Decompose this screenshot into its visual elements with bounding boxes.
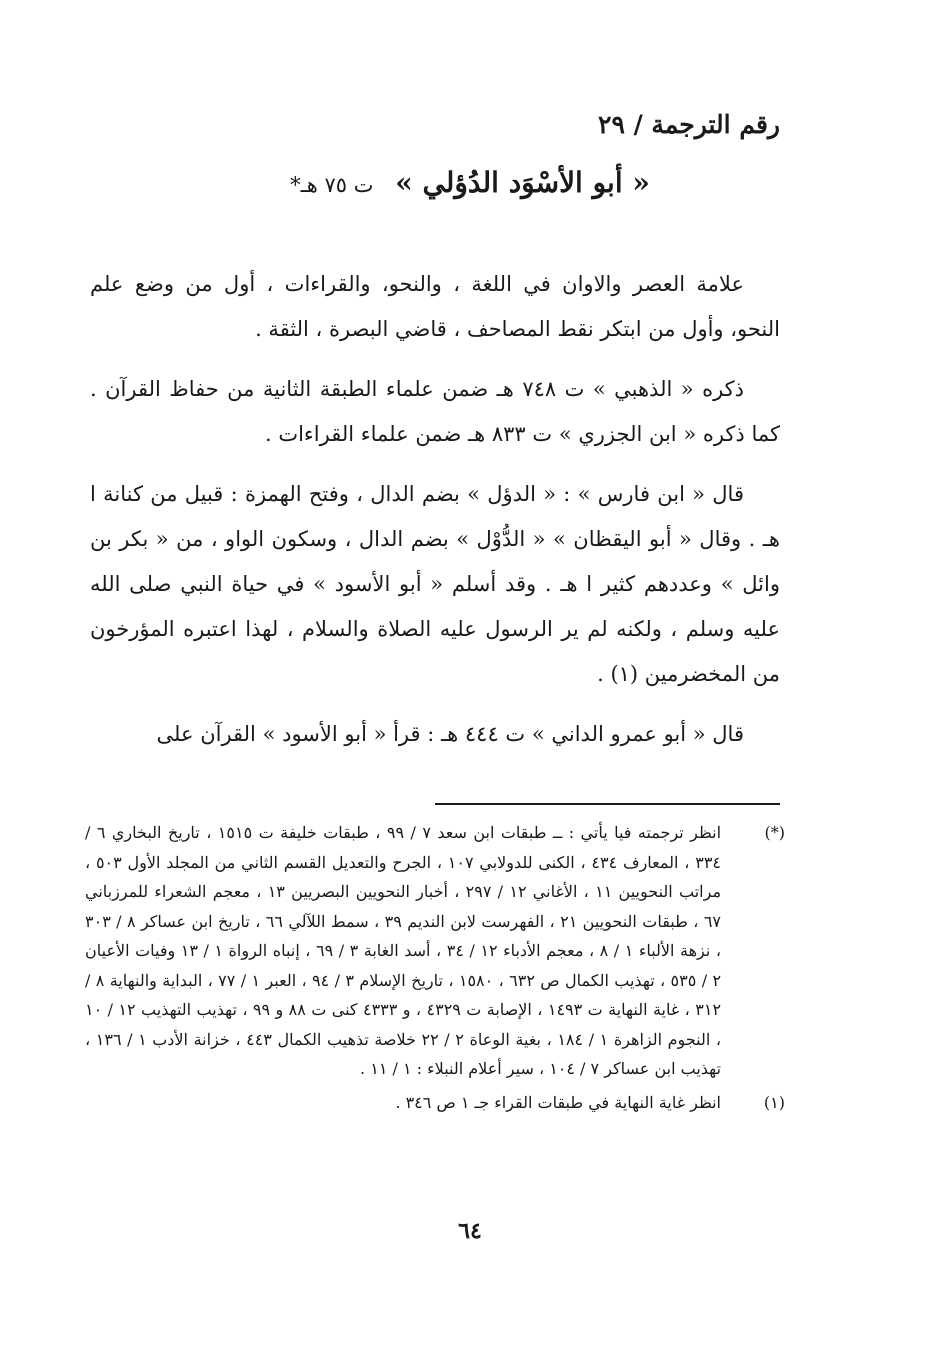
footnotes bbox=[85, 818, 785, 1121]
paragraph: قال « ابن فارس » : « الدؤل » بضم الدال ، وفتح الهمزة : قبيل من كنانة ا هـ . وقال « أبو اليقظان » « الدُّوْل » بضم الدال ، وسكون الواو ، من « بكر بن وائل » وعددهم كثير ا هـ . وقد أسلم « أبو الأسود » في حياة النبي صلى الله عليه وسلم ، ولكنه لم ير الرسول عليه الصلاة والسلام ، لهذا اعتبره المؤرخون من المخضرمين (١) . bbox=[90, 482, 780, 686]
paragraph: علامة العصر والاوان في اللغة ، والنحو، والقراءات ، أول من وضع علم النحو، وأول من ابتكر نقط المصاحف ، قاضي البصرة ، الثقة . bbox=[90, 272, 780, 341]
footnote bbox=[85, 1088, 785, 1118]
death-date: ت ٧٥ هـ* bbox=[290, 173, 374, 197]
entry-number: رقم الترجمة / ٢٩ bbox=[598, 110, 780, 139]
footnote-mark: (١) bbox=[763, 1092, 785, 1112]
page-number: ٦٤ bbox=[458, 1218, 482, 1244]
entry-title-line bbox=[0, 166, 940, 199]
entry-title: « أبو الأسْوَد الدُؤلي » bbox=[395, 166, 650, 199]
footnote-separator bbox=[435, 803, 780, 805]
footnote-mark: (*) bbox=[764, 823, 785, 842]
main-text bbox=[90, 262, 780, 757]
footnote bbox=[85, 818, 785, 1084]
paragraph: ذكره « الذهبي » ت ٧٤٨ هـ ضمن علماء الطبقة الثانية من حفاظ القرآن . كما ذكره « ابن الجزري » ت ٨٣٣ هـ ضمن علماء القراءات . bbox=[90, 377, 780, 446]
paragraph: قال « أبو عمرو الداني » ت ٤٤٤ هـ : قرأ « أبو الأسود » القرآن على bbox=[156, 722, 744, 746]
footnote-text: انظر ترجمته فيا يأتي : ــ طبقات ابن سعد ٧ / ٩٩ ، طبقات خليفة ت ١٥١٥ ، تاريخ البخاري ٦ / ٣٣٤ ، المعارف ٤٣٤ ، الكنى للدولابي ١٠٧ ، الجرح والتعديل القسم الثاني من المجلد الأول ٥٠٣ ، مراتب النحويين ١١ ، الأغاني ١٢ / ٢٩٧ ، أخبار النحويين البصريين ١٣ ، معجم الشعراء للمرزباني ٦٧ ، طبقات النحويين ٢١ ، الفهرست لابن النديم ٣٩ ، سمط اللآلي ٦٦ ، تاريخ ابن عساكر ٨ / ٣٠٣ ، نزهة الألباء ١ / ٨ ، معجم الأدباء ١٢ / ٣٤ ، أسد الغابة ٣ / ٦٩ ، إنباه الرواة ١ / ١٣ وفيات الأعيان ٢ / ٥٣٥ ، تهذيب الكمال ص ٦٣٢ ، ١٥٨٠ ، تاريخ الإسلام ٣ / ٩٤ ، العبر ١ / ٧٧ ، البداية والنهاية ٨ / ٣١٢ ، غاية النهاية ت ١٤٩٣ ، الإصابة ت ٤٣٢٩ ، و ٤٣٣٣ كنى ت ٨٨ و ٩٩ ، تهذيب التهذيب ١٢ / ١٠ ، النجوم الزاهرة ١ / ١٨٤ ، بغية الوعاة ٢ / ٢٢ خلاصة تذهيب الكمال ٤٤٣ ، خزانة الأدب ١ / ١٣٦ ، تهذيب ابن عساكر ٧ / ١٠٤ ، سير أعلام النبلاء : ١ / ١١ . bbox=[85, 823, 722, 1078]
footnote-text: انظر غاية النهاية في طبقات القراء جـ ١ ص ٣٤٦ . bbox=[395, 1092, 721, 1112]
